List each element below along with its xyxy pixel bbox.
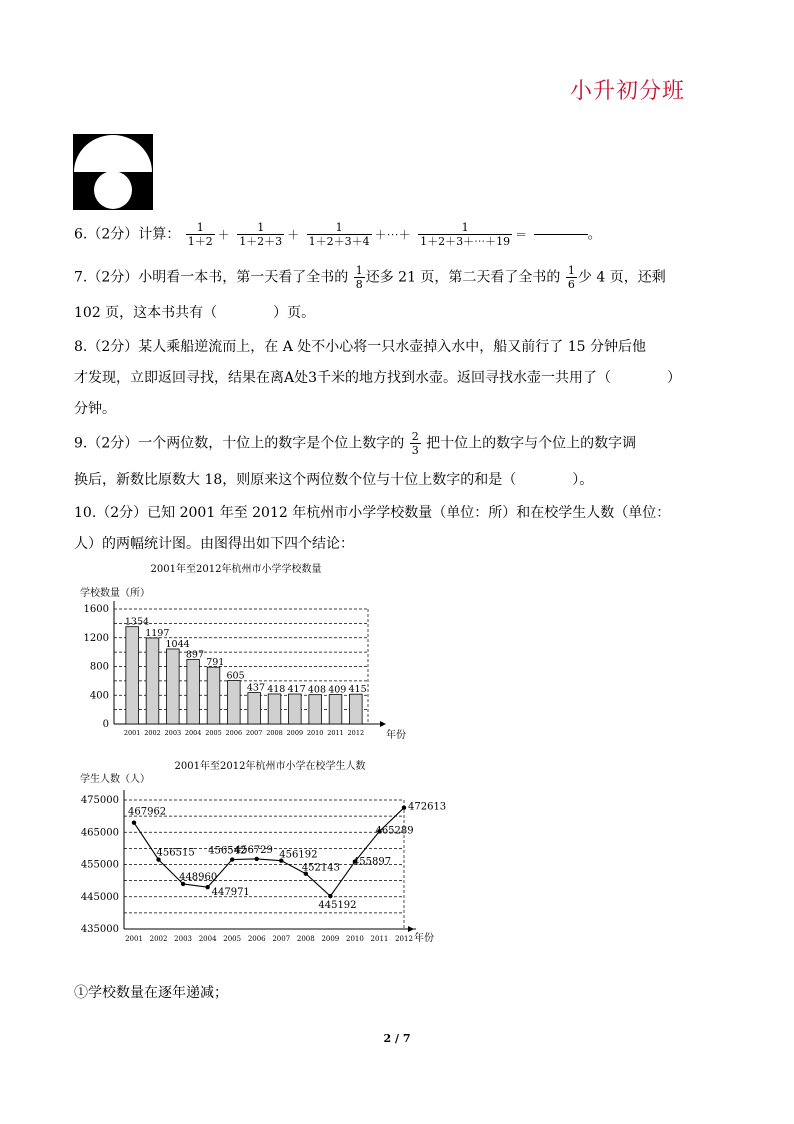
question-7-line-1: 7.（2分）小明看一本书，第一天看了全书的 $\frac{1}{8}$ 还多 21 页，第二天看了全书的 $\frac{1}{6}$ 少 4 页，还剩 xyxy=(74,264,666,291)
data-label: 472613 xyxy=(408,801,447,813)
data-label: 448960 xyxy=(179,871,218,883)
question-6: 6.（2分）计算： $\frac{1}{1+2}$ ＋ $\frac{1}{1+2+3}$ ＋ $\frac{1}{1+2+3+4}$ ＋⋯＋ $\frac{1}{1+2+3+\cdots+19}$ ＝ 。 xyxy=(74,221,602,248)
q6-fraction-3: $\frac{1}{1+2+3+4}$ xyxy=(308,221,370,248)
y-tick-label: 1200 xyxy=(83,632,109,644)
page-number: 2 / 7 xyxy=(383,1032,411,1045)
x-tick-label: 2003 xyxy=(164,729,182,737)
y-tick-label: 435000 xyxy=(80,924,119,935)
data-label: 467962 xyxy=(128,806,167,818)
bar xyxy=(146,638,159,724)
data-point xyxy=(132,820,136,824)
x-tick-label: 2003 xyxy=(174,935,193,943)
x-axis-label: 年份 xyxy=(386,730,406,741)
y-tick-label: 445000 xyxy=(80,891,119,903)
data-label: 1197 xyxy=(145,627,170,639)
y-axis-label: 学生人数（人） xyxy=(80,774,150,785)
geometry-figure xyxy=(73,134,153,210)
x-tick-label: 2002 xyxy=(144,729,161,737)
data-point xyxy=(230,857,234,861)
x-tick-label: 2010 xyxy=(345,935,364,943)
bar xyxy=(268,694,281,724)
x-tick-label: 2004 xyxy=(198,935,217,943)
q9-fraction: $\frac{2}{3}$ xyxy=(411,430,419,457)
data-label: 791 xyxy=(206,657,225,669)
bar xyxy=(207,667,220,724)
x-tick-label: 2005 xyxy=(205,729,222,737)
y-tick-label: 800 xyxy=(89,661,109,673)
y-tick-label: 465000 xyxy=(80,827,119,839)
x-tick-label: 2009 xyxy=(286,729,304,737)
data-label: 1044 xyxy=(165,638,190,650)
y-axis-label: 学校数量（所） xyxy=(80,588,150,599)
bar xyxy=(248,693,261,724)
x-tick-label: 2007 xyxy=(245,729,263,737)
school-count-bar-chart xyxy=(76,558,406,748)
q6-fraction-4: $\frac{1}{1+2+3+\cdots+19}$ xyxy=(420,221,511,248)
data-label: 456542 xyxy=(208,845,247,857)
x-tick-label: 2007 xyxy=(272,935,291,943)
data-label: 417 xyxy=(287,684,306,696)
data-point xyxy=(402,805,406,809)
data-point xyxy=(205,885,209,889)
y-tick-label: 1600 xyxy=(83,604,109,615)
data-label: 452143 xyxy=(301,862,341,874)
data-label: 1354 xyxy=(124,616,150,628)
bar xyxy=(228,681,241,724)
x-tick-label: 2001 xyxy=(123,729,141,737)
x-tick-label: 2012 xyxy=(347,729,365,737)
bar xyxy=(167,649,180,724)
data-label: 605 xyxy=(226,670,245,682)
brand-header: 小升初分班 xyxy=(570,79,686,104)
question-9-line-2: 换后，新数比原数大 18，则原来这个两位数个位与十位上数字的和是（ ）。 xyxy=(74,472,594,488)
data-label: 456192 xyxy=(279,849,318,861)
x-axis-label: 年份 xyxy=(414,933,434,944)
data-point xyxy=(328,894,332,898)
x-tick-label: 2001 xyxy=(125,935,143,943)
data-label: 897 xyxy=(185,649,205,661)
x-axis-arrow xyxy=(380,721,386,727)
data-label: 447971 xyxy=(211,887,250,899)
data-label: 455897 xyxy=(352,856,392,868)
x-axis-arrow xyxy=(408,926,414,932)
q7-fraction-2: $\frac{1}{6}$ xyxy=(567,264,575,291)
data-label: 409 xyxy=(328,684,347,696)
answer-blank xyxy=(534,234,588,235)
y-tick-label: 0 xyxy=(102,719,109,730)
chart-title: 2001年至2012年杭州市小学学校数量 xyxy=(150,564,322,575)
data-point xyxy=(255,857,259,861)
data-label: 418 xyxy=(267,683,286,695)
data-label: 437 xyxy=(246,682,266,694)
data-label: 456729 xyxy=(234,844,273,856)
bar xyxy=(126,627,139,724)
y-tick-label: 475000 xyxy=(80,795,119,806)
x-tick-label: 2004 xyxy=(184,729,202,737)
chart-title: 2001年至2012年杭州市小学在校学生人数 xyxy=(174,761,366,772)
x-tick-label: 2010 xyxy=(306,729,324,737)
x-tick-label: 2005 xyxy=(223,935,242,943)
x-tick-label: 2008 xyxy=(296,935,315,943)
bar xyxy=(309,695,322,724)
question-7-line-2: 102 页，这本书共有（ ）页。 xyxy=(74,305,316,321)
q6-prefix: 6.（2分）计算： xyxy=(74,226,181,243)
data-label: 465289 xyxy=(375,825,414,837)
q6-fraction-1: $\frac{1}{1+2}$ xyxy=(187,221,213,248)
data-label: 456515 xyxy=(156,847,195,859)
conclusion-1: ①学校数量在逐年递减； xyxy=(74,985,228,1001)
bar xyxy=(350,694,363,724)
x-tick-label: 2002 xyxy=(149,935,168,943)
data-label: 408 xyxy=(307,684,327,696)
x-tick-label: 2009 xyxy=(321,935,340,943)
bar xyxy=(289,694,302,724)
x-tick-label: 2011 xyxy=(370,935,389,943)
x-tick-label: 2006 xyxy=(225,729,243,737)
data-label: 415 xyxy=(348,684,367,696)
q6-fraction-2: $\frac{1}{1+2+3}$ xyxy=(239,221,283,248)
question-8-line-3: 分钟。 xyxy=(74,401,116,417)
question-10-line-1: 10.（2分）已知 2001 年至 2012 年杭州市小学学校数量（单位：所）和在校学生人数（单位： xyxy=(74,505,671,521)
q7-fraction-1: $\frac{1}{8}$ xyxy=(355,264,363,291)
x-tick-label: 2008 xyxy=(266,729,283,737)
question-8-line-2: 才发现，立即返回寻找，结果在离A处3千米的地方找到水壶。返回寻找水壶一共用了（ ） xyxy=(74,370,682,386)
student-count-line-chart xyxy=(70,755,450,967)
y-tick-label: 400 xyxy=(89,690,109,702)
y-tick-label: 455000 xyxy=(80,859,119,871)
question-8-line-1: 8.（2分）某人乘船逆流而上，在 A 处不小心将一只水壶掉入水中，船又前行了 15 分钟后他 xyxy=(74,339,646,355)
question-10-line-2: 人）的两幅统计图。由图得出如下四个结论： xyxy=(74,536,354,552)
question-9-line-1: 9.（2分）一个两位数，十位上的数字是个位上数字的 $\frac{2}{3}$ 把十位上的数字与个位上的数字调 xyxy=(74,430,637,457)
x-tick-label: 2012 xyxy=(395,935,413,943)
bar xyxy=(329,695,342,724)
data-label: 445192 xyxy=(318,900,357,912)
x-tick-label: 2011 xyxy=(327,729,344,737)
x-tick-label: 2006 xyxy=(247,935,266,943)
bar xyxy=(187,660,200,724)
